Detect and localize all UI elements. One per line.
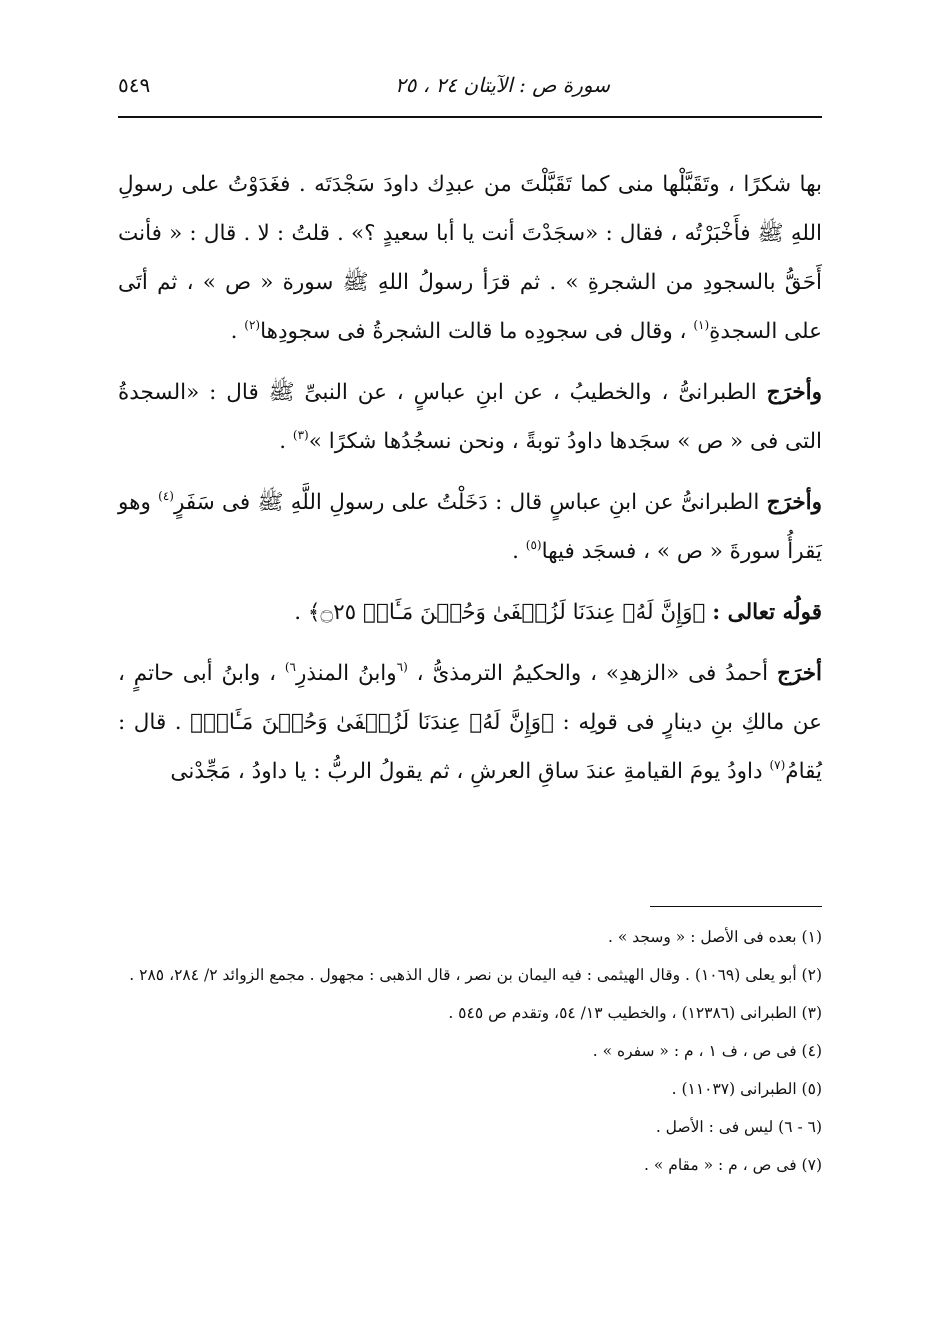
text-run: ﴿وَإِنَّ لَهُۥ عِندَنَا لَزُلۡفَىٰ وَحُسۡنَ مَـَٔابٖ ۝٢٥﴾ .	[294, 600, 713, 625]
footnote-marker: ٦)	[284, 660, 296, 674]
paragraph	[118, 160, 822, 356]
text-run: وهو يَقرأُ سورةَ « ص » ، فسجَد فيها	[118, 490, 822, 564]
paragraph	[118, 478, 822, 576]
footnote: (٧) فى ص ، م : « مقام » .	[643, 1156, 822, 1174]
text-run: بها شكرًا ، وتَقَبَّلْها منى كما تَقَبَّلْتَ من عبدِك داودَ سَجْدَتَه . فغَدَوْتُ على رسولِ اللهِ ﷺ فأَخْبَرْتُه ، فقال : «سجَدْتَ أنت يا أبا سعيدٍ ؟» . قلتُ : لا . قال : « فأنت أَحَقُّ بالسجودِ من الشجرةِ » . ثم قرَأ رسولُ اللهِ ﷺ سورة « ص » ، ثم أتَى على السجدةِ	[118, 172, 822, 344]
paragraph	[118, 368, 822, 466]
paragraph-lead: قولُه تعالى :	[712, 600, 822, 625]
text-run: داودُ يومَ القيامةِ عندَ ساقِ العرشِ ، ثم يقولُ الربُّ : يا داودُ ، مَجِّدْنى	[170, 759, 770, 784]
text-run: .	[512, 539, 526, 564]
text-run: الطبرانىُّ عن ابنِ عباسٍ قال : دَخَلْتُ على رسولِ اللَّهِ ﷺ فى سَفَرٍ	[173, 490, 767, 515]
text-run: .	[230, 319, 245, 344]
text-run: أحمدُ فى «الزهدِ» ، والحكيمُ الترمذىُّ ،	[407, 661, 777, 686]
running-title: سورة ص : الآيتان ٢٤ ، ٢٥	[394, 73, 610, 97]
paragraph	[118, 649, 822, 796]
footnote-marker: (٢)	[244, 318, 261, 332]
footnote-marker: (٤)	[158, 489, 174, 503]
footnote: (٥) الطبرانى (١١٠٣٧) .	[671, 1080, 822, 1098]
footnote: (٤) فى ص ، ف ١ ، م : « سفره » .	[592, 1042, 822, 1060]
footnotes	[118, 922, 822, 1188]
footnote: (٢) أبو يعلى (١٠٦٩) . وقال الهيثمى : فيه اليمان بن نصر ، قال الذهبى : مجهول . مجمع الزوائد ٢/ ٢٨٤، ٢٨٥ .	[129, 966, 822, 984]
footnote-marker: (٥)	[525, 538, 542, 552]
text-run: .	[279, 429, 293, 454]
paragraph-lead: وأخرَج	[766, 490, 822, 515]
footnote-marker: (٦	[396, 660, 408, 674]
footnote: (١) بعده فى الأصل : « وسجد » .	[607, 928, 822, 946]
footnote-marker: (٣)	[292, 428, 309, 442]
paragraph-lead: وأخرَج	[766, 380, 822, 405]
main-text	[118, 160, 822, 796]
footnote-marker: (١)	[693, 318, 710, 332]
footnote: (٣) الطبرانى (١٢٣٨٦) ، والخطيب ١٣/ ٥٤، وتقدم ص ٥٤٥ .	[448, 1004, 822, 1022]
text-run: ، وقال فى سجودِه ما قالت الشجرةُ فى سجودِها	[260, 319, 694, 344]
page-header	[118, 60, 822, 110]
text-run: الطبرانىُّ ، والخطيبُ ، عن ابنِ عباسٍ ، عن النبىِّ ﷺ قال : «السجدةُ التى فى « ص » سجَدها داودُ توبةً ، ونحن نسجُدُها شكرًا »	[118, 380, 822, 454]
footnote-marker: (٧)	[769, 758, 786, 772]
footnote-separator	[650, 906, 822, 907]
book-page	[118, 60, 822, 1310]
text-run: ، وابنُ أبى حاتمٍ ، عن مالكِ بنِ دينارٍ فى قولِه : ﴿وَإِنَّ لَهُۥ عِندَنَا لَزُلۡفَىٰ وَحُسۡنَ مَـَٔابٖ﴾ . قال : يُقامُ	[118, 661, 822, 784]
text-run: وابنُ المنذرِ	[296, 661, 397, 686]
page-number: ٥٤٩	[118, 73, 151, 97]
footnote: (٦ - ٦) ليس فى : الأصل .	[655, 1118, 822, 1136]
paragraph	[118, 588, 822, 637]
paragraph-lead: أخرَج	[776, 661, 822, 686]
header-rule	[118, 116, 822, 118]
